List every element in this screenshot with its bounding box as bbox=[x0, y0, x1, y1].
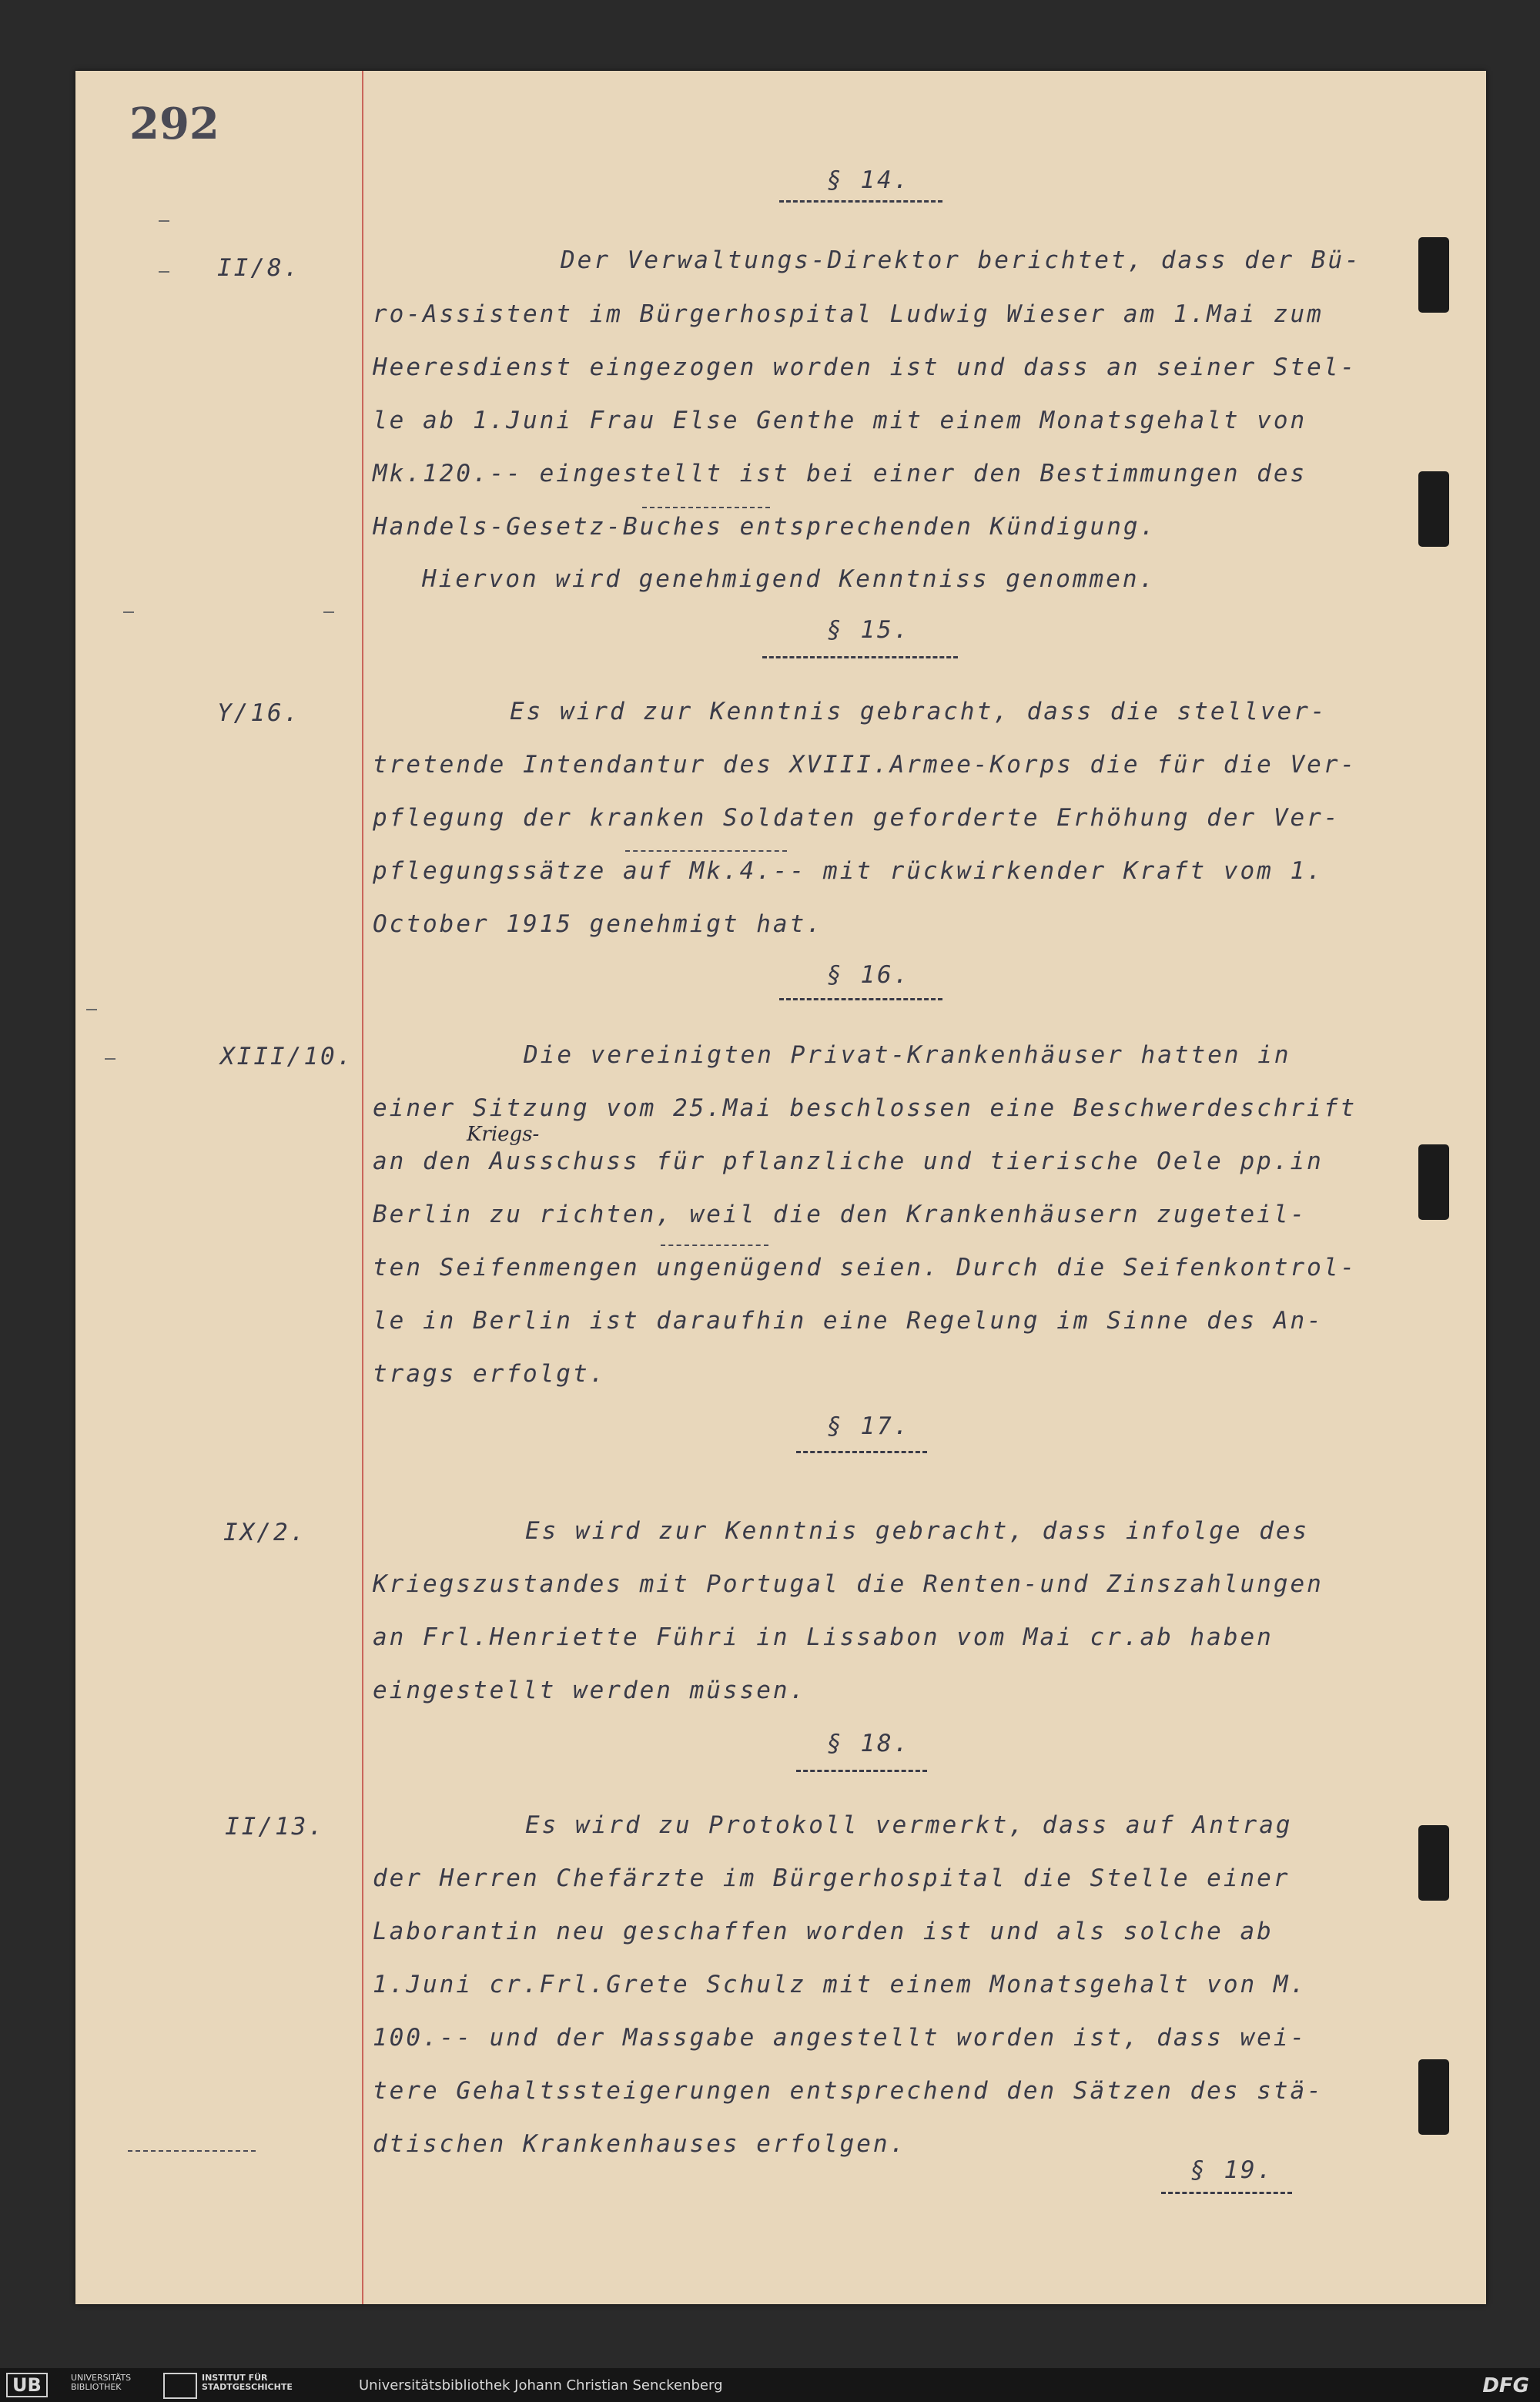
text-line: Es wird zur Kenntnis gebracht, dass infolge des bbox=[525, 1517, 1310, 1545]
text-line: Es wird zur Kenntnis gebracht, dass die stellver- bbox=[510, 698, 1327, 725]
text-line: tretende Intendantur des XVIII.Armee-Korps die für die Ver- bbox=[373, 751, 1358, 779]
text-line: le in Berlin ist daraufhin eine Regelung im Sinne des An- bbox=[373, 1307, 1324, 1335]
text-line: Es wird zu Protokoll vermerkt, dass auf Antrag bbox=[525, 1811, 1293, 1839]
text-line: Heeresdienst eingezogen worden ist und dass an seiner Stel- bbox=[373, 353, 1358, 381]
margin-tick bbox=[105, 1058, 116, 1060]
library-name: Universitätsbibliothek Johann Christian Senckenberg bbox=[359, 2377, 723, 2394]
text-line: trags erfolgt. bbox=[373, 1360, 607, 1388]
text-line: Der Verwaltungs-Direktor berichtet, dass der Bü- bbox=[561, 246, 1361, 274]
text-line: Hiervon wird genehmigend Kenntniss genommen. bbox=[422, 565, 1157, 593]
heading-underline bbox=[796, 1770, 927, 1772]
underline-mark bbox=[625, 850, 787, 852]
text-line: Berlin zu richten, weil die den Krankenhäusern zugeteil- bbox=[373, 1201, 1307, 1228]
section-heading: § 16. bbox=[827, 961, 911, 989]
tab-marker bbox=[1418, 471, 1449, 547]
text-line: ro-Assistent im Bürgerhospital Ludwig Wieser am 1.Mai zum bbox=[373, 300, 1324, 328]
paragraph-ref: II/13. bbox=[225, 1813, 325, 1841]
text-line: an den Ausschuss für pflanzliche und tierische Oele pp.in bbox=[373, 1147, 1324, 1175]
heading-underline bbox=[762, 656, 958, 658]
heading-underline bbox=[779, 998, 942, 1000]
text-line: Die vereinigten Privat-Krankenhäuser hatten in bbox=[524, 1041, 1291, 1069]
tab-marker bbox=[1418, 1825, 1449, 1901]
margin-tick bbox=[123, 611, 134, 613]
text-line: ten Seifenmengen ungenügend seien. Durch die Seifenkontrol- bbox=[373, 1254, 1358, 1281]
section-heading: § 17. bbox=[827, 1412, 911, 1440]
handwritten-annotation: Kriegs- bbox=[467, 1123, 540, 1146]
text-line: Laborantin neu geschaffen worden ist und als solche ab bbox=[373, 1918, 1274, 1945]
document-page bbox=[75, 71, 1486, 2304]
text-line: le ab 1.Juni Frau Else Genthe mit einem Monatsgehalt von bbox=[373, 407, 1307, 434]
section-heading: § 19. bbox=[1190, 2156, 1274, 2184]
text-line: tere Gehaltssteigerungen entsprechend den Sätzen des stä- bbox=[373, 2077, 1324, 2105]
paragraph-ref: IX/2. bbox=[223, 1519, 307, 1546]
heading-underline bbox=[796, 1451, 927, 1453]
ub-logo: UB bbox=[6, 2373, 48, 2397]
institute-logo-icon bbox=[163, 2373, 197, 2399]
underline-mark bbox=[642, 507, 770, 508]
ub-text-line: BIBLIOTHEK bbox=[71, 2382, 122, 2392]
text-line: Mk.120.-- eingestellt ist bei einer den Bestimmungen des bbox=[373, 460, 1307, 487]
text-line: October 1915 genehmigt hat. bbox=[373, 910, 823, 938]
text-line: pflegung der kranken Soldaten geforderte Erhöhung der Ver- bbox=[373, 804, 1341, 832]
text-line: eingestellt werden müssen. bbox=[373, 1677, 807, 1704]
ub-text bbox=[71, 2374, 131, 2392]
tab-marker bbox=[1418, 1144, 1449, 1220]
page-number: 292 bbox=[129, 99, 219, 149]
text-line: der Herren Chefärzte im Bürgerhospital die Stelle einer bbox=[373, 1864, 1291, 1892]
underline-mark bbox=[661, 1245, 768, 1246]
footer-bar bbox=[0, 2368, 1540, 2402]
dfg-logo: DFG bbox=[1482, 2374, 1529, 2397]
margin-tick bbox=[159, 271, 169, 273]
text-line: 100.-- und der Massgabe angestellt worden ist, dass wei- bbox=[373, 2024, 1307, 2052]
section-heading: § 18. bbox=[827, 1730, 911, 1757]
margin-tick bbox=[159, 220, 169, 222]
text-line: einer Sitzung vom 25.Mai beschlossen eine Beschwerdeschrift bbox=[373, 1094, 1358, 1122]
text-line: pflegungssätze auf Mk.4.-- mit rückwirkender Kraft vom 1. bbox=[373, 857, 1324, 885]
margin-rule bbox=[362, 71, 363, 2304]
text-line: an Frl.Henriette Führi in Lissabon vom Mai cr.ab haben bbox=[373, 1623, 1274, 1651]
paragraph-ref: II/8. bbox=[217, 254, 301, 282]
paragraph-ref: XIII/10. bbox=[220, 1043, 354, 1070]
heading-underline bbox=[1161, 2192, 1292, 2194]
margin-tick bbox=[86, 1009, 97, 1010]
institute-text-line: INSTITUT FÜR bbox=[202, 2373, 268, 2383]
tab-marker bbox=[1418, 237, 1449, 313]
paragraph-ref: Y/16. bbox=[217, 699, 301, 727]
text-line: dtischen Krankenhauses erfolgen. bbox=[373, 2130, 907, 2158]
section-heading: § 15. bbox=[827, 616, 911, 644]
ub-text-line: UNIVERSITÄTS bbox=[71, 2373, 132, 2383]
tab-marker bbox=[1418, 2059, 1449, 2135]
institute-text bbox=[202, 2374, 293, 2392]
margin-tick bbox=[323, 611, 334, 613]
margin-dash bbox=[128, 2150, 256, 2152]
heading-underline bbox=[779, 200, 942, 203]
section-heading: § 14. bbox=[827, 166, 911, 194]
text-line: Kriegszustandes mit Portugal die Renten-und Zinszahlungen bbox=[373, 1570, 1324, 1598]
text-line: 1.Juni cr.Frl.Grete Schulz mit einem Monatsgehalt von M. bbox=[373, 1971, 1307, 1998]
text-line: Handels-Gesetz-Buches entsprechenden Kündigung. bbox=[373, 513, 1157, 541]
institute-text-line: STADTGESCHICHTE bbox=[202, 2382, 293, 2392]
